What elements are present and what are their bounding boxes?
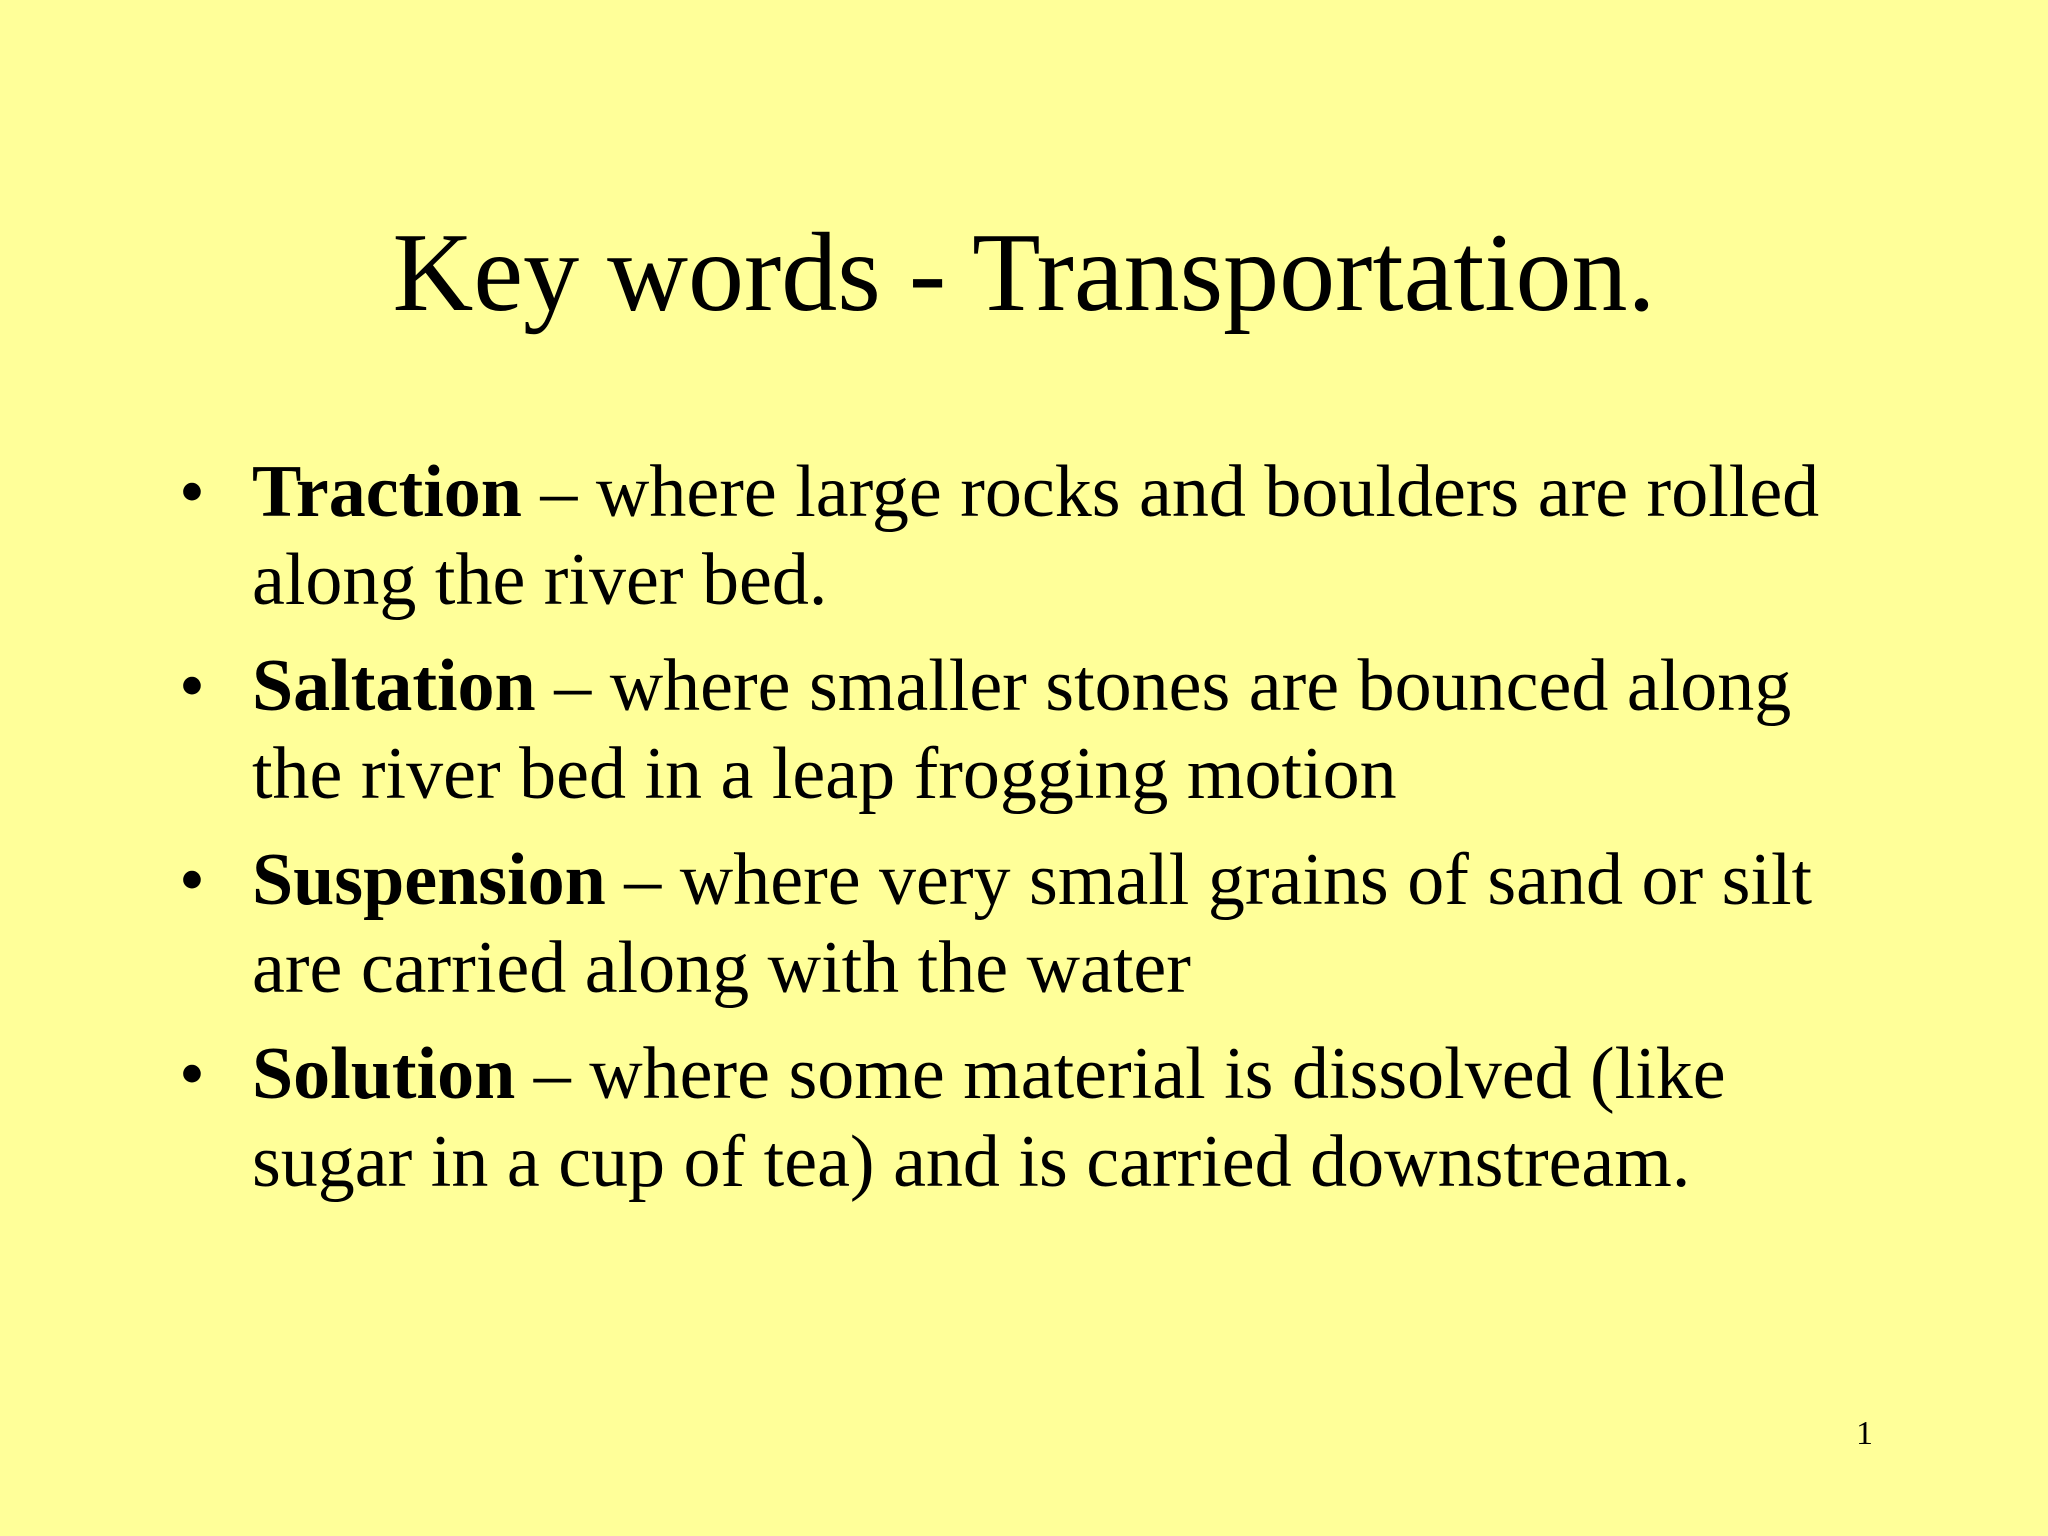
- page-number: 1: [1856, 1415, 1873, 1452]
- list-item-solution: [172, 1030, 1892, 1206]
- key-word-list: [172, 448, 1892, 1224]
- list-item-suspension: [172, 836, 1892, 1012]
- bullet-icon: •: [179, 1033, 205, 1115]
- term-traction: Traction: [252, 451, 522, 533]
- term-solution: Solution: [252, 1033, 516, 1115]
- bullet-icon: •: [179, 451, 205, 533]
- definition-saltation: – where smaller stones are bounced along the river bed in a leap frogging motion: [252, 645, 1792, 815]
- definition-solution: – where some material is dissolved (like sugar in a cup of tea) and is carried downstream.: [252, 1033, 1726, 1203]
- bullet-icon: •: [179, 645, 205, 727]
- slide-title: Key words - Transportation.: [392, 211, 1656, 335]
- list-item-traction: [172, 448, 1892, 624]
- definition-suspension: – where very small grains of sand or silt are carried along with the water: [252, 839, 1813, 1009]
- term-saltation: Saltation: [252, 645, 536, 727]
- list-item-saltation: [172, 642, 1892, 818]
- bullet-icon: •: [179, 839, 205, 921]
- term-suspension: Suspension: [252, 839, 606, 921]
- definition-traction: – where large rocks and boulders are rolled along the river bed.: [252, 451, 1820, 621]
